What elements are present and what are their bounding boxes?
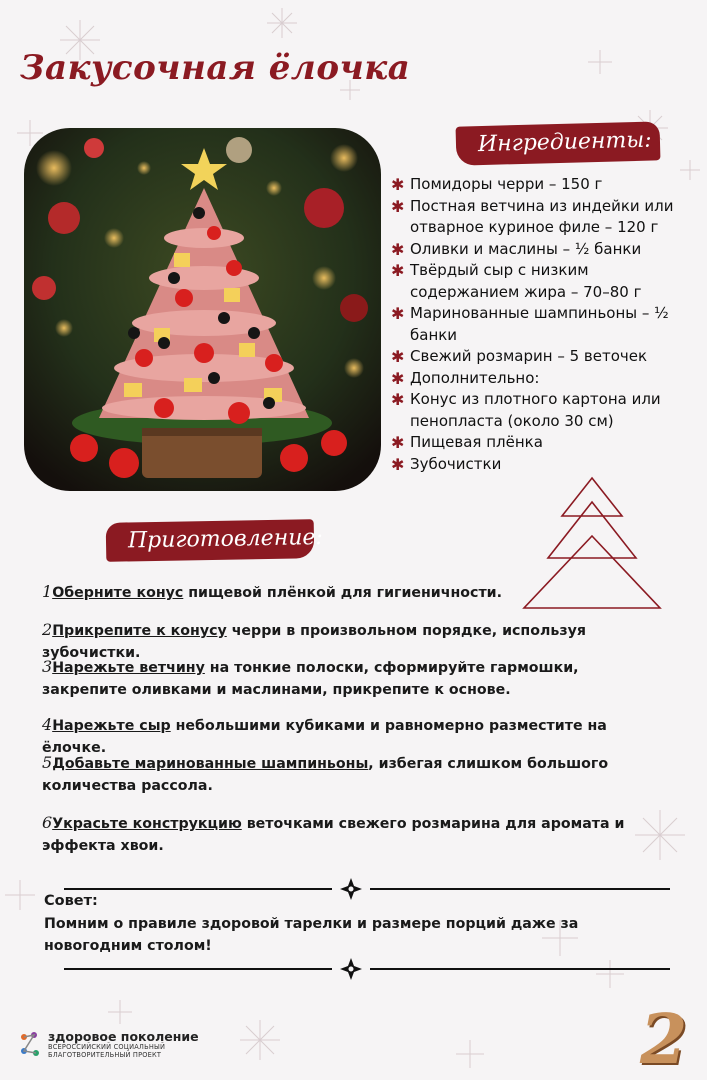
asterisk-icon: ✱	[391, 304, 405, 323]
asterisk-icon: ✱	[391, 196, 405, 216]
page-title: Закусочная ёлочка	[20, 48, 411, 88]
ornament-icon	[340, 878, 362, 900]
asterisk-icon: ✱	[391, 347, 405, 366]
divider	[44, 958, 672, 980]
list-item: ✱ Зубочистки	[391, 454, 502, 474]
asterisk-icon: ✱	[391, 433, 405, 452]
step-item: 4Нарежьте сыр небольшими кубиками и равномерно разместите на ёлочке.	[42, 715, 607, 756]
logo-subtitle: БЛАГОТВОРИТЕЛЬНЫЙ ПРОЕКТ	[48, 1051, 162, 1059]
project-logo	[18, 1030, 199, 1059]
step-item: 3Нарежьте ветчину на тонкие полоски, сформируйте гармошки, закрепите оливками и маслинами, прикрепите к основе.	[42, 657, 579, 698]
asterisk-icon: ✱	[391, 239, 405, 259]
step-item: 6Украсьте конструкцию веточками свежего розмарина для аромата и эффекта хвои.	[42, 813, 625, 854]
divider	[44, 878, 672, 900]
list-item: ✱ Помидоры черри – 150 г	[391, 175, 603, 194]
preparation-header: Приготовление:	[106, 519, 315, 562]
advice-title: Совет:	[44, 893, 98, 909]
asterisk-icon: ✱	[391, 261, 405, 280]
logo-subtitle: ВСЕРОССИЙСКИЙ СОЦИАЛЬНЫЙ	[48, 1043, 166, 1051]
step-item: 1Оберните конус пищевой плёнкой для гигиеничности.	[42, 582, 503, 601]
asterisk-icon: ✱	[391, 454, 405, 474]
asterisk-icon: ✱	[391, 390, 405, 409]
advice-text: Помним о правиле здоровой тарелки и размере порций даже за новогодним столом!	[44, 916, 579, 954]
list-item: ✱ Постная ветчина из индейки или отварное куриное филе – 120 г	[391, 196, 674, 236]
asterisk-icon: ✱	[391, 368, 405, 388]
step-item: 2Прикрепите к конусу черри в произвольном порядке, используя зубочистки.	[42, 620, 586, 661]
appetizer-tree-photo	[24, 128, 381, 491]
list-item: ✱ Твёрдый сыр с низким содержанием жира – 70–80 г	[391, 261, 642, 301]
list-item: ✱ Конус из плотного картона или пенопласта (около 30 см)	[391, 390, 661, 430]
ornament-icon	[340, 958, 362, 980]
ingredients-list	[391, 174, 696, 475]
step-item: 5Добавьте маринованные шампиньоны, избегая слишком большого количества рассола.	[42, 753, 609, 794]
list-item: ✱ Оливки и маслины – ½ банки	[391, 239, 642, 259]
list-item: ✱ Пищевая плёнка	[391, 433, 543, 452]
page-number: 2	[640, 1000, 688, 1080]
ingredients-header: Ингредиенты:	[456, 121, 661, 165]
logo-icon	[18, 1031, 42, 1059]
asterisk-icon: ✱	[391, 175, 405, 194]
list-item: ✱ Свежий розмарин – 5 веточек	[391, 347, 648, 366]
list-item: ✱ Маринованные шампиньоны – ½ банки	[391, 304, 669, 344]
list-item: ✱ Дополнительно:	[391, 368, 540, 388]
logo-name: здоровое поколение	[48, 1029, 199, 1044]
